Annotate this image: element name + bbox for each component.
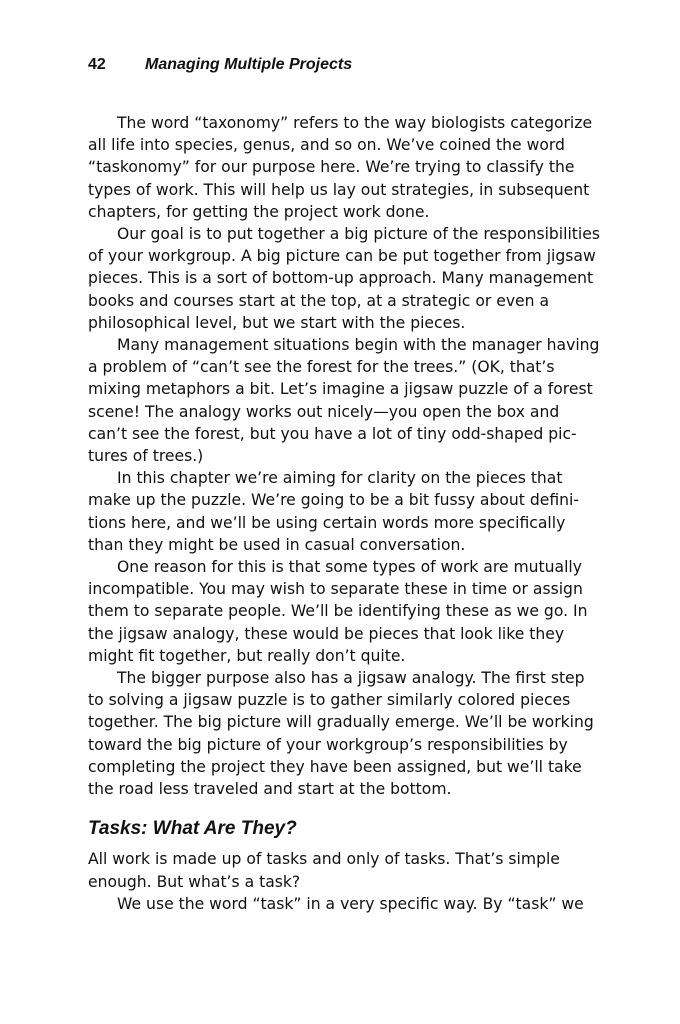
body-text [88, 112, 600, 915]
running-header [88, 54, 352, 76]
paragraph: Our goal is to put together a big picture of the responsibilities of your workgroup. A big picture can be put together from jigsaw pieces. This is a sort of bottom-up approach. Many management books and courses start at the top, at a strategic or even a philosophical level, but we start with the pieces. [88, 225, 600, 332]
paragraph: All work is made up of tasks and only of tasks. That’s simple enough. But what’s a task? [88, 850, 560, 891]
page-number: 42 [88, 56, 106, 73]
paragraph: In this chapter we’re aiming for clarity on the pieces that make up the puzzle. We’re going to be a bit fussy about definitions here, and we’ll be using certain words more specifically than they might be used in casual conversation. [88, 469, 580, 554]
paragraph: The bigger purpose also has a jigsaw analogy. The first step to solving a jigsaw puzzle is to gather similarly colored pieces together. The big picture will gradually emerge. We’ll be working toward the big picture of your workgroup’s responsibilities by completing the project they have been assigned, but we’ll take the road less traveled and start at the bottom. [88, 669, 594, 799]
paragraph: We use the word “task” in a very specific way. By “task” we [117, 894, 584, 913]
paragraph: One reason for this is that some types of work are mutually incompatible. You may wish to separate these in time or assign them to separate people. We’ll be identifying these as we go. In the jigsaw analogy, these would be pieces that look like they might fit together, but really don’t quite. [88, 558, 588, 665]
section-heading: Tasks: What Are They? [88, 818, 297, 840]
paragraph: The word “taxonomy” refers to the way biologists categorize all life into species, genus, and so on. We’ve coined the word “taskonomy” for our purpose here. We’re trying to classify the types of work. This will help us lay out strategies, in subsequent chapters, for getting the project work done. [88, 114, 593, 221]
paragraph: Many management situations begin with the manager having a problem of “can’t see the forest for the trees.” (OK, that’s mixing metaphors a bit. Let’s imagine a jigsaw puzzle of a forest scene! The analogy works out nicely—you open the box and can’t see the forest, but you have a lot of tiny odd-shaped pictures of trees.) [88, 336, 600, 466]
book-title: Managing Multiple Projects [145, 56, 353, 73]
